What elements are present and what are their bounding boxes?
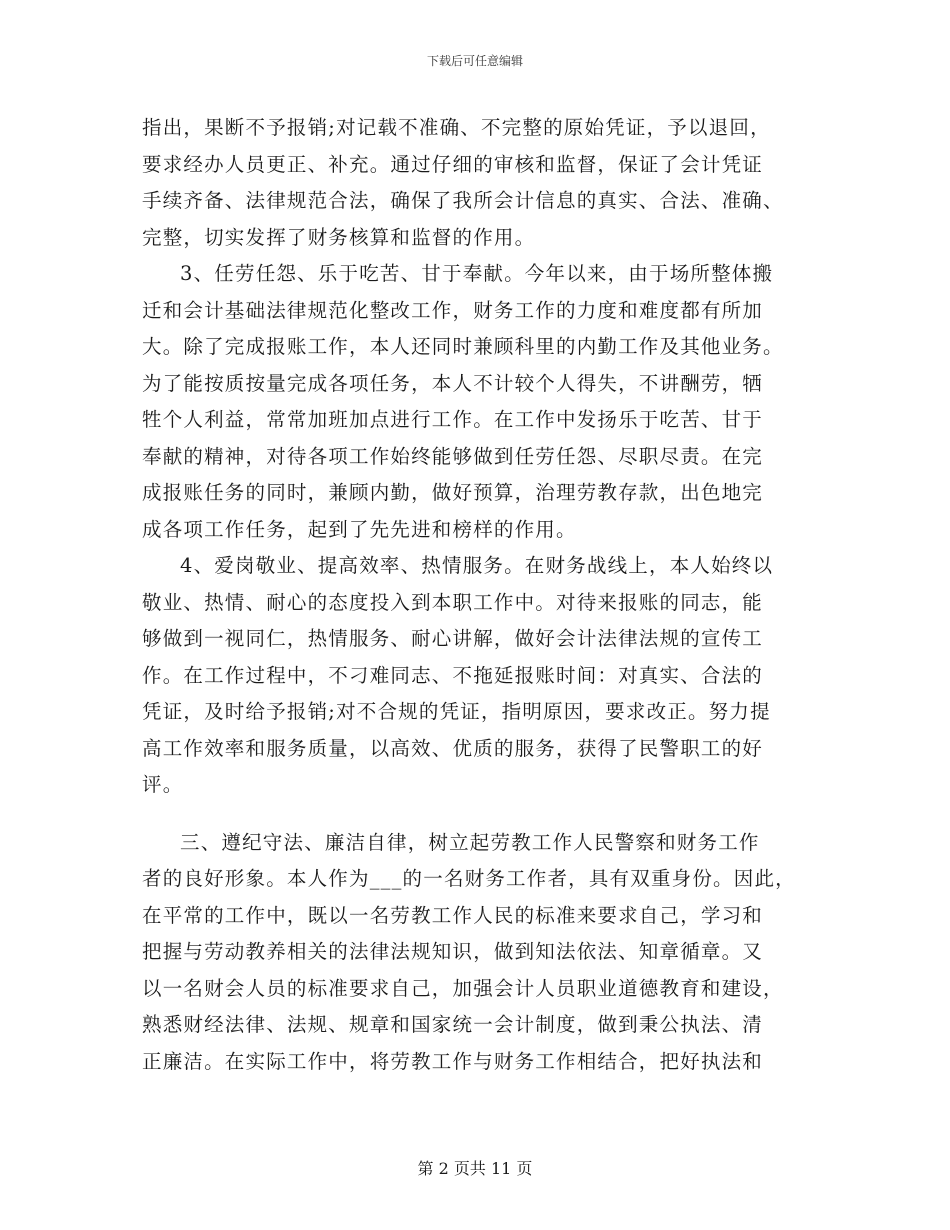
text-line: 成报账任务的同时，兼顾内勤，做好预算，治理劳教存款，出色地完 [142, 481, 764, 504]
text-line: 高工作效率和服务质量，以高效、优质的服务，获得了民警职工的好 [142, 736, 764, 760]
text-line: 正廉洁。在实际工作中，将劳教工作与财务工作相结合，把好执法和 [142, 1049, 764, 1073]
paragraph-section-three [142, 825, 814, 1081]
paragraph-item-3 [142, 256, 814, 548]
text-line: 大。除了完成报账工作，本人还同时兼顾科里的内勤工作及其他业务。 [142, 335, 784, 358]
page-number: 第 2 页共 11 页 [417, 1159, 533, 1178]
text-line: 3、任劳任怨、乐于吃苦、甘于奉献。今年以来，由于场所整体搬 [180, 262, 774, 285]
text-line: 把握与劳动教养相关的法律法规知识，做到知法依法、知章循章。又 [142, 940, 764, 963]
text-line: 评。 [142, 773, 184, 796]
paragraph-item-4 [142, 548, 814, 804]
document-body [142, 110, 814, 1080]
text-line: 够做到一视同仁，热情服务、耐心讲解，做好会计法律法规的宣传工 [142, 627, 764, 650]
text-line: 熟悉财经法律、法规、规章和国家统一会计制度，做到秉公执法、清 [142, 1013, 764, 1036]
text-line: 以一名财会人员的标准要求自己，加强会计人员职业道德教育和建设， [142, 976, 784, 1000]
text-line: 4、爱岗敬业、提高效率、热情服务。在财务战线上，本人始终以 [180, 554, 774, 577]
page-header: 下载后可任意编辑 [426, 54, 523, 68]
text-line: 三、遵纪守法、廉洁自律，树立起劳教工作人民警察和财务工作 [180, 830, 760, 854]
paragraph-spacer [142, 804, 814, 825]
text-line: 敬业、热情、耐心的态度投入到本职工作中。对待来报账的同志，能 [142, 590, 764, 614]
text-line: 迁和会计基础法律规范化整改工作，财务工作的力度和难度都有所加 [142, 298, 764, 322]
text-line: 为了能按质按量完成各项任务，本人不计较个人得失，不讲酬劳，牺 [142, 371, 764, 395]
text-line: 完整，切实发挥了财务核算和监督的作用。 [142, 225, 536, 249]
text-line: 手续齐备、法律规范合法，确保了我所会计信息的真实、合法、准确、 [142, 189, 784, 212]
text-line: 要求经办人员更正、补充。通过仔细的审核和监督，保证了会计凭证 [142, 152, 764, 176]
text-line: 作。在工作过程中，不刁难同志、不拖延报账时间：对真实、合法的 [142, 663, 764, 687]
text-line: 奉献的精神，对待各项工作始终能够做到任劳任怨、尽职尽责。在完 [142, 444, 764, 468]
text-line: 者的良好形象。本人作为___的一名财务工作者，具有双重身份。因此， [142, 867, 796, 890]
paragraph-continuation [142, 110, 814, 256]
text-line: 牲个人利益，常常加班加点进行工作。在工作中发扬乐于吃苦、甘于 [142, 408, 764, 431]
text-line: 在平常的工作中，既以一名劳教工作人民的标准来要求自己，学习和 [142, 903, 764, 927]
text-line: 凭证，及时给予报销;对不合规的凭证，指明原因，要求改正。努力提 [142, 700, 771, 723]
text-line: 成各项工作任务，起到了先先进和榜样的作用。 [142, 517, 577, 541]
text-line: 指出，果断不予报销;对记载不准确、不完整的原始凭证，予以退回， [142, 116, 771, 139]
